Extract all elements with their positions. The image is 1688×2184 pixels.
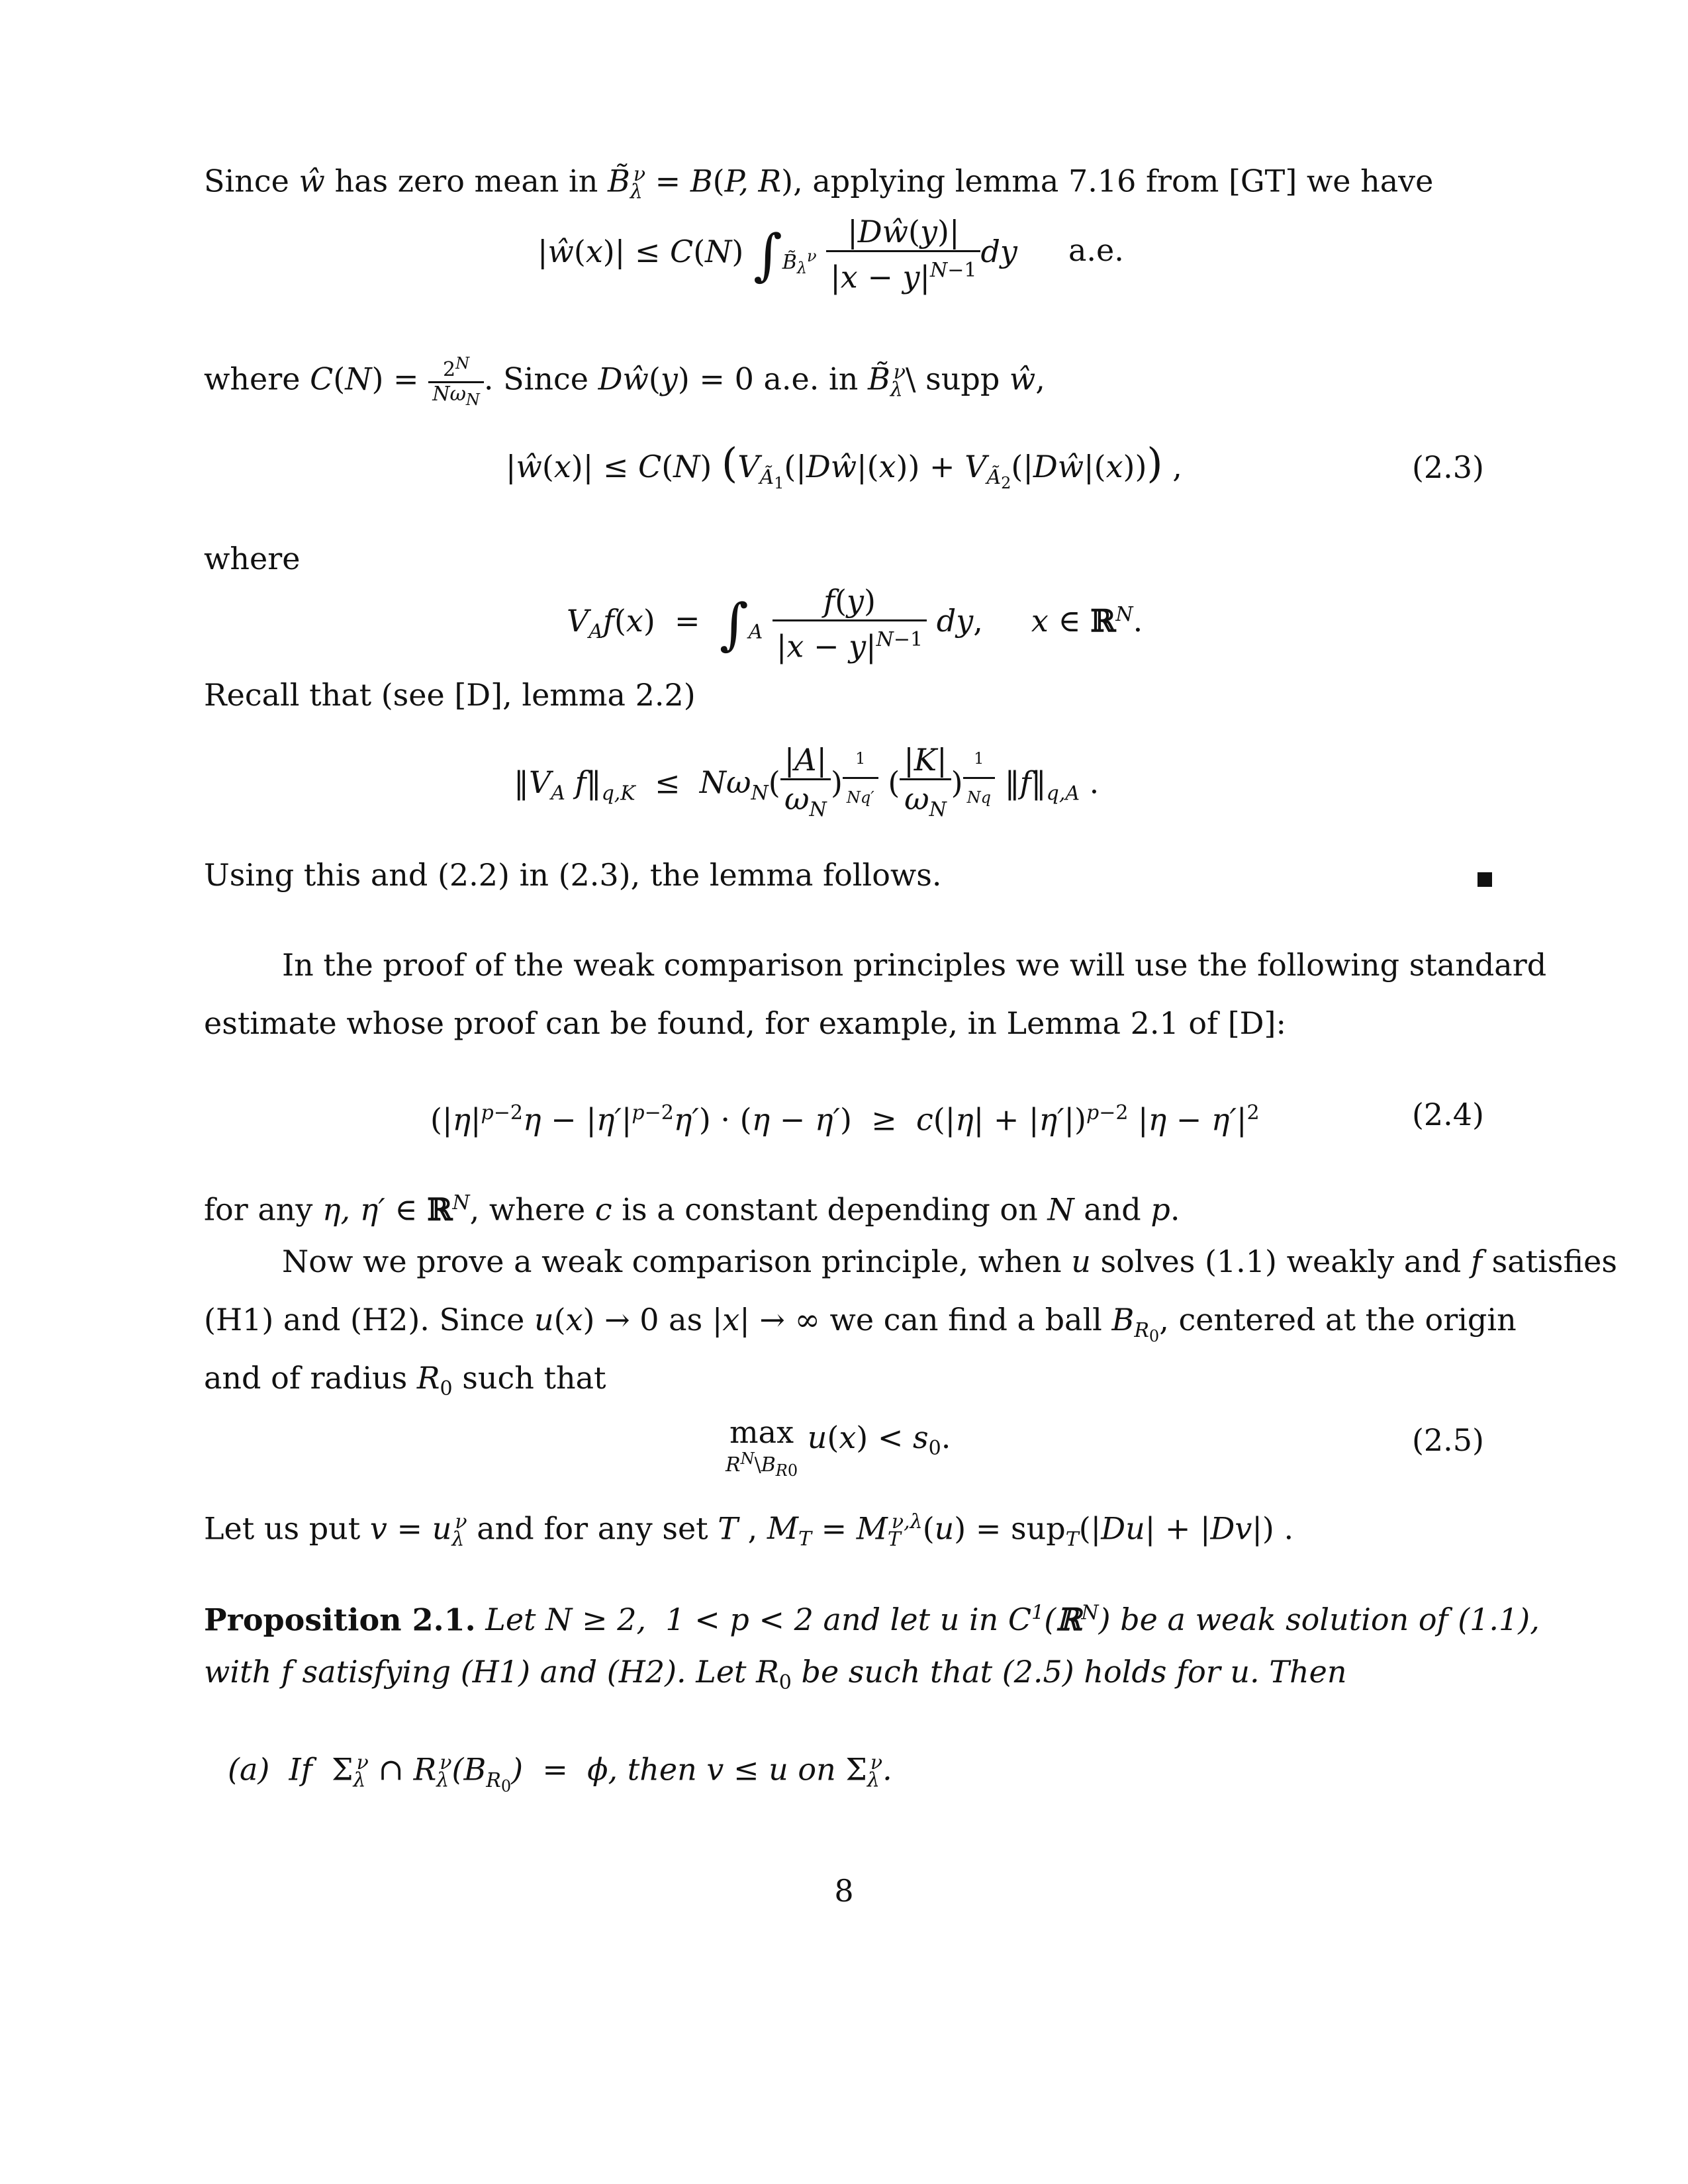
paragraph-definitions: Let us put $v = u_\lambda^\nu$ and for any set T , $M_T = M_T^{\nu,\lambda}(u) = sup_T(|Du| + |Dv|)$ .: [204, 1510, 1294, 1551]
paragraph-comparison-line-1: Now we prove a weak comparison principle, when u solves (1.1) weakly and f satisfies: [282, 1244, 1617, 1279]
qed-square-icon: [1477, 872, 1492, 887]
equation-number-2-4: (2.4): [1411, 1097, 1484, 1132]
paragraph-proof-line-2: estimate whose proof can be found, for example, in Lemma 2.1 of [D]:: [204, 1005, 1286, 1041]
equation-potential: $V_Af(x) = \int_A$ $\frac{f(y)}{|x - y|^{N-1}}$ dy, x ∈ ℝ$^N$.: [567, 583, 1143, 664]
where-label: where: [204, 541, 301, 576]
equation-number-2-5: (2.5): [1411, 1422, 1484, 1458]
paragraph-constant: where C(N) = $\frac{2^N}{N\omega_N}$ . Since Dŵ(y) = 0 a.e. in $B̃_\lambda^\nu\backslash$ supp ŵ,: [204, 352, 1488, 411]
proposition-line-1: Proposition 2.1. Let N ≥ 2, 1 < p < 2 and let u in $C^1(ℝ^N)$ be a weak solution of (1.1),: [204, 1602, 1540, 1638]
equation-number-2-3: (2.3): [1411, 449, 1484, 485]
equation-2-5: max $R^N\backslash B_{R0}$ $u(x) < s_0$.: [726, 1414, 951, 1480]
equation-integral-bound: |ŵ(x)| ≤ C(N) $\int_{B̃_\lambda^\nu}$ $\frac{|Dŵ(y)|}{|x - y|^{N-1}}$ dy: [538, 214, 1017, 295]
paragraph-lemma-follows: Using this and (2.2) in (2.3), the lemma follows.: [204, 857, 942, 893]
paragraph-intro: Since ŵ has zero mean in $B̃_\lambda^\nu = B(P$, R), applying lemma 7.16 from [GT] we have: [204, 163, 1434, 204]
paragraph-for-any: for any η, η′ ∈ ℝ$^N$, where c is a constant depending on N and p.: [204, 1191, 1180, 1228]
paragraph-comparison-line-3: and of radius $R_0$ such that: [204, 1360, 606, 1401]
ae-note: a.e.: [1068, 232, 1124, 268]
paragraph-proof-line-1: In the proof of the weak comparison principles we will use the following standard: [282, 947, 1547, 983]
equation-norm-estimate: $‖V_A$ $f‖_{q,K} \le N\omega_N$( $\frac{|A|}{\omega_N}$ ) $^{\frac{1}{Nq'}}$ ( $\frac{|K|}{\omega_N}$ ) $^{\frac{1}{Nq}}$ $‖f‖_{q,A}$ .: [514, 740, 1099, 829]
paragraph-recall: Recall that (see [D], lemma 2.2): [204, 677, 696, 713]
proposition-label: Proposition 2.1.: [204, 1602, 476, 1638]
equation-2-3: |ŵ(x)| ≤ C(N) ($V_{Ã_1}(|Dŵ|(x))$ + $V_{Ã_2}(|Dŵ|(x))$) ,: [506, 439, 1182, 493]
proposition-item-a: (a) If $\Sigma_\lambda^\nu$ ∩ $R_\lambda^\nu(B_{R_0}) = \phi$, then v ≤ u on $\Sigma_\lambda^\nu$.: [228, 1751, 892, 1796]
paragraph-comparison-line-2: (H1) and (H2). Since u(x) → 0 as |x| → ∞ we can find a ball $B_{R_0}$, centered at the origin: [204, 1302, 1517, 1346]
page-number: 8: [834, 1873, 854, 1909]
proposition-line-2: with f satisfying (H1) and (H2). Let $R_0$ be such that (2.5) holds for u. Then: [204, 1654, 1347, 1695]
equation-2-4: $(|\eta|^{p-2}\eta - |\eta'|^{p-2}\eta') \cdot (\eta - \eta') \ge c(|\eta| + |\eta'|)^{p-2}$ $|\eta - \eta'|^2$: [430, 1101, 1260, 1138]
